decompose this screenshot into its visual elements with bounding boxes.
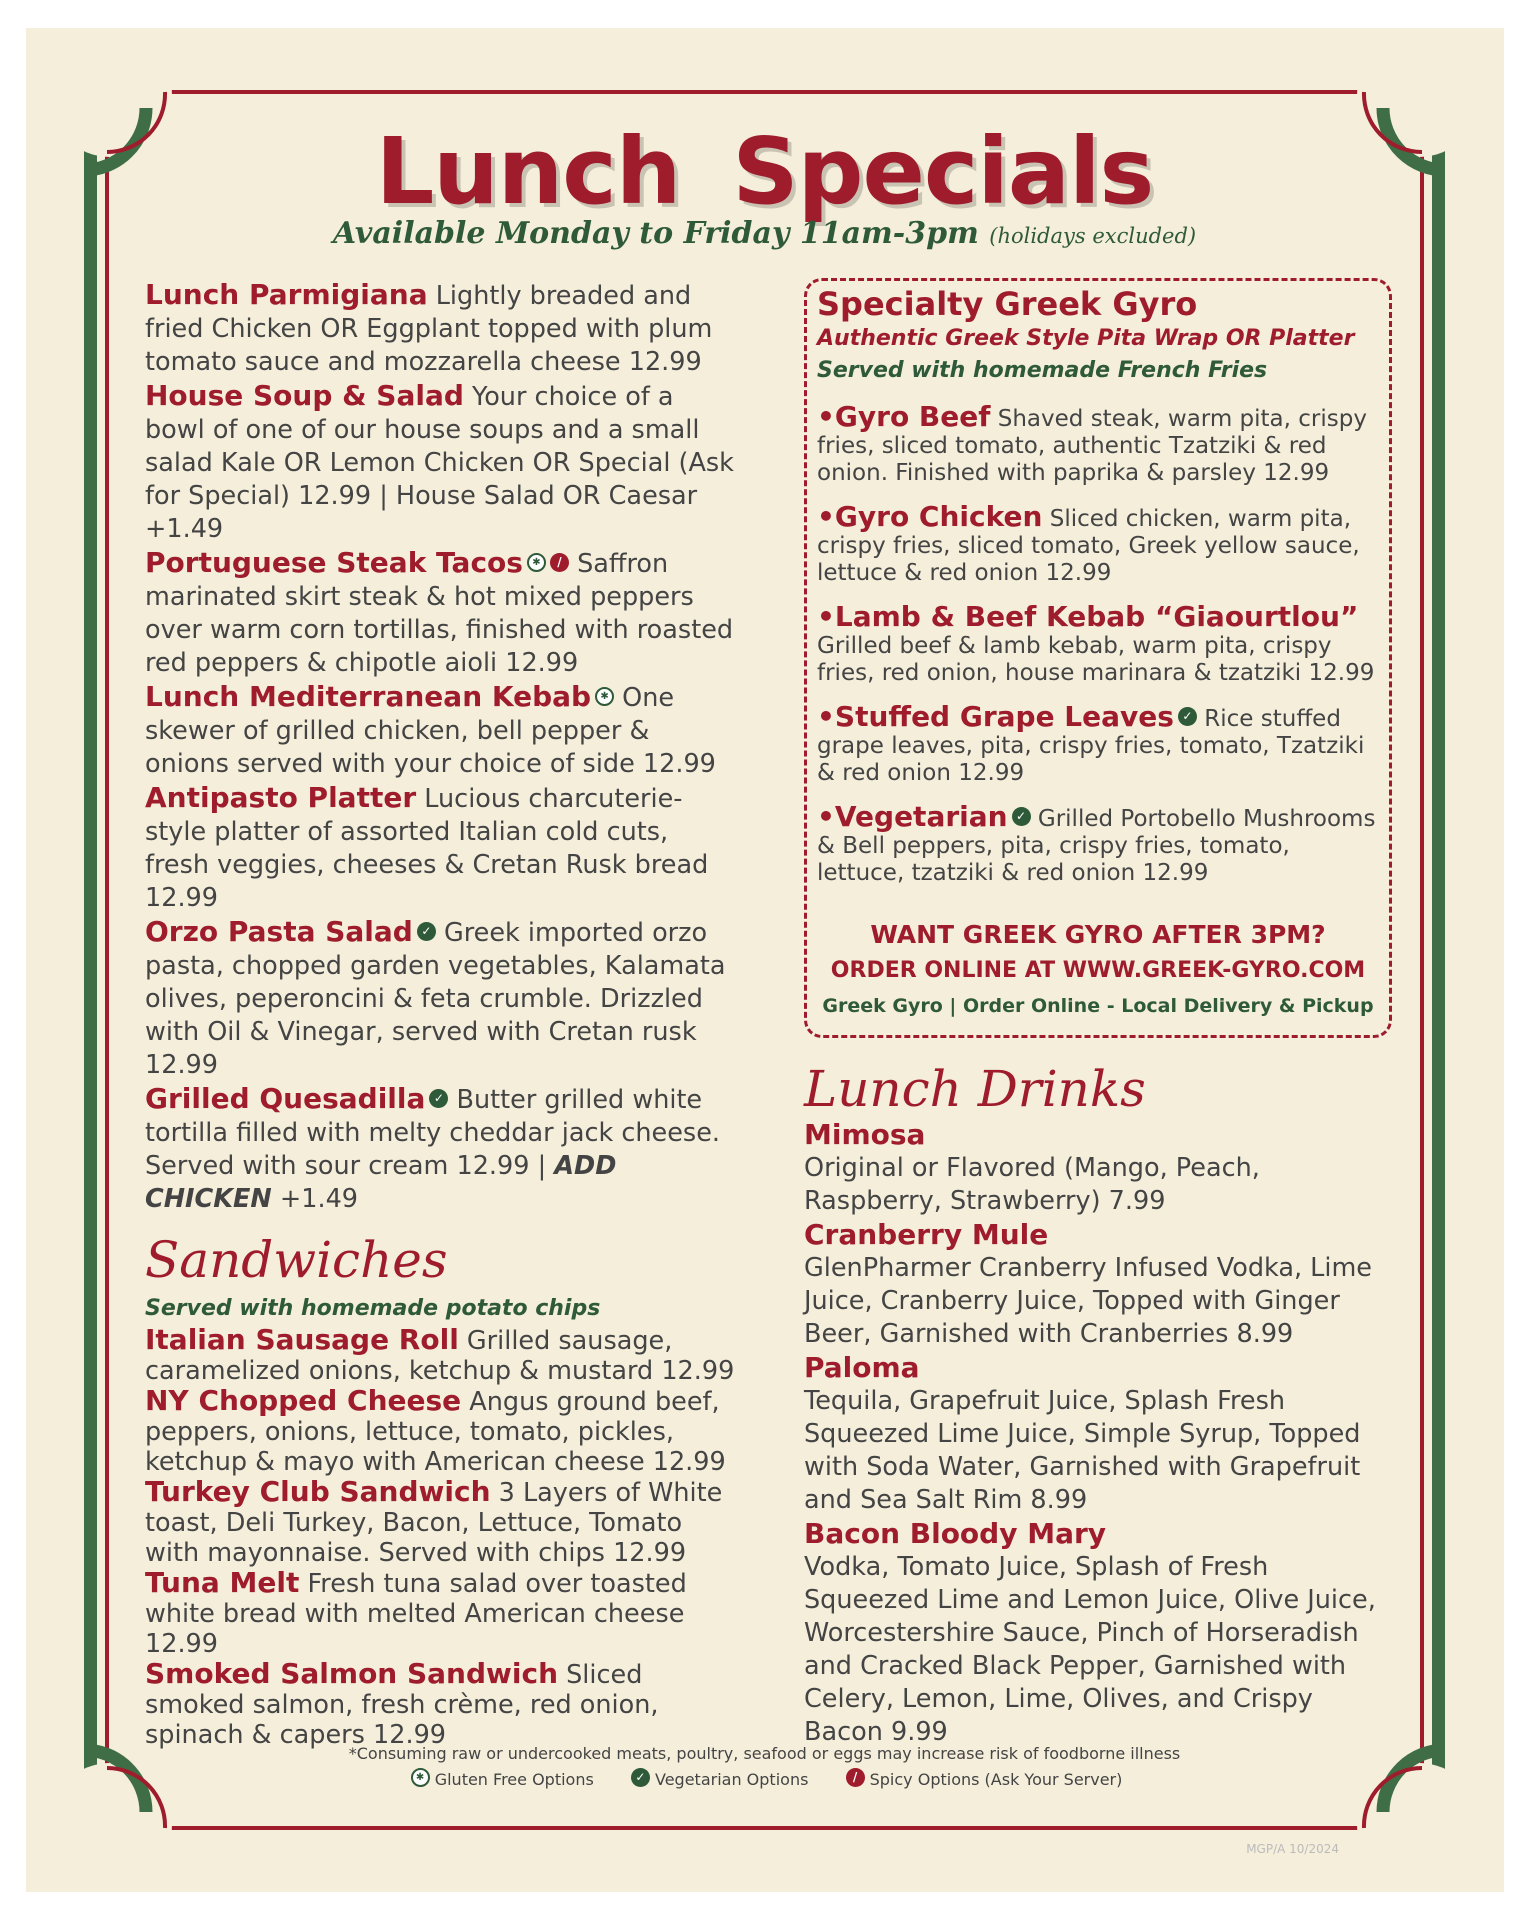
gyro-box (804, 278, 1392, 1038)
page-title: Lunch Specials (375, 118, 1154, 225)
menu-item: Portuguese Steak Tacos ✱ / Saffron marinated skirt steak & hot mixed peppers over warm corn tortillas, finished with roasted red peppers & chipotle aioli 12.99 (145, 546, 734, 678)
gyro-item: •Gyro Beef Shaved steak, warm pita, crispy fries, sliced tomato, authentic Tzatziki & red onion. Finished with paprika & parsley 12.99 (817, 400, 1367, 486)
menu-item: Grilled Quesadilla ✓ Butter grilled white tortilla filled with melty cheddar jack cheese. Served with sour cream 12.99 | ADD CHICKEN +1.49 (145, 1082, 720, 1214)
menu-item: Orzo Pasta Salad ✓ Greek imported orzo pasta, chopped garden vegetables, Kalamata olives, peperoncini & feta crumble. Drizzled with Oil & Vinegar, served with Cretan rusk 12.99 (145, 915, 726, 1080)
gyro-cta-note: Greek Gyro | Order Online - Local Delivery & Pickup (822, 995, 1374, 1017)
vegetarian-icon: ✓ (417, 922, 436, 941)
gluten-free-icon: ✱ (527, 553, 546, 572)
left-column (145, 278, 735, 1750)
gyro-item: •Stuffed Grape Leaves ✓ Rice stuffed grape leaves, pita, crispy fries, tomato, Tzatziki & red onion 12.99 (817, 700, 1365, 786)
vegetarian-icon: ✓ (1178, 707, 1197, 726)
gyro-cta-headline: WANT GREEK GYRO AFTER 3PM? (870, 920, 1326, 949)
gyro-subtitle: Authentic Greek Style Pita Wrap OR Platter (817, 326, 1355, 351)
dietary-legend: ✱ Gluten Free Options ✓ Vegetarian Options / Spicy Options (Ask Your Server) (0, 1770, 1529, 1790)
print-code: MGP/A 10/2024 (1246, 1842, 1339, 1856)
vegetarian-icon: ✓ (631, 1768, 650, 1787)
gyro-cta-url[interactable]: ORDER ONLINE AT WWW.GREEK-GYRO.COM (830, 958, 1366, 983)
drink-item: Bacon Bloody Mary Vodka, Tomato Juice, Splash of Fresh Squeezed Lime and Lemon Juice, Olive Juice, Worcestershire Sauce, Pinch of Horseradish and Cracked Black Pepper, Garnished with Celery, Lemon, Lime, Olives, and Crispy Bacon 9.99 (804, 1517, 1376, 1747)
availability-subtitle: Available Monday to Friday 11am-3pm (holidays excluded) (332, 216, 1197, 251)
add-on: ADD CHICKEN (145, 1151, 617, 1214)
menu-item: Tuna Melt Fresh tuna salad over toasted white bread with melted American cheese 12.99 (145, 1566, 687, 1659)
vegetarian-icon: ✓ (429, 1089, 448, 1108)
gyro-title: Specialty Greek Gyro (817, 285, 1198, 323)
gyro-order-online (817, 917, 1379, 1023)
menu-item: Smoked Salmon Sandwich Sliced smoked salmon, fresh crème, red onion, spinach & capers 12.99 (145, 1657, 659, 1750)
menu-item: Lunch Mediterranean Kebab ✱ One skewer of grilled chicken, bell pepper & onions served with your choice of side 12.99 (145, 680, 716, 779)
drink-item: Cranberry Mule GlenPharmer Cranberry Infused Vodka, Lime Juice, Cranberry Juice, Topped with Ginger Beer, Garnished with Cranberries 8.99 (804, 1218, 1372, 1349)
drinks-heading: Lunch Drinks (804, 1060, 1146, 1118)
menu-item: Italian Sausage Roll Grilled sausage, caramelized onions, ketchup & mustard 12.99 (145, 1323, 735, 1386)
holiday-note: (holidays excluded) (989, 224, 1197, 248)
food-safety-disclaimer: *Consuming raw or undercooked meats, poultry, seafood or eggs may increase risk of foodborne illness (348, 1744, 1181, 1763)
add-on-price: +1.49 (279, 1184, 359, 1214)
gluten-free-icon: ✱ (595, 687, 614, 706)
right-column (804, 278, 1396, 1749)
sandwiches-heading: Sandwiches (145, 1231, 448, 1289)
gyro-item: •Gyro Chicken Sliced chicken, warm pita, crispy fries, sliced tomato, Greek yellow sauce, lettuce & red onion 12.99 (817, 500, 1360, 586)
sandwiches-subheading: Served with homemade potato chips (145, 1296, 601, 1321)
vegetarian-icon: ✓ (1012, 807, 1031, 826)
menu-item: Turkey Club Sandwich 3 Layers of White toast, Deli Turkey, Bacon, Lettuce, Tomato with mayonnaise. Served with chips 12.99 (145, 1475, 723, 1568)
drink-item: Mimosa Original or Flavored (Mango, Peach, Raspberry, Strawberry) 7.99 (804, 1118, 1260, 1216)
gluten-free-icon: ✱ (411, 1768, 430, 1787)
menu-item: Antipasto Platter Lucious charcuterie-style platter of assorted Italian cold cuts, fresh veggies, cheeses & Cretan Rusk bread 12.99 (145, 781, 709, 913)
spicy-icon: / (846, 1768, 865, 1787)
menu-item: Lunch Parmigiana Lightly breaded and fried Chicken OR Eggplant topped with plum tomato sauce and mozzarella cheese 12.99 (145, 278, 713, 377)
spicy-icon: / (550, 553, 569, 572)
gyro-item: •Vegetarian ✓ Grilled Portobello Mushrooms & Bell peppers, pita, crispy fries, tomato, lettuce, tzatziki & red onion 12.99 (817, 800, 1376, 886)
gyro-item: •Lamb & Beef Kebab “Giaourtlou” Grilled beef & lamb kebab, warm pita, crispy fries, red onion, house marinara & tzatziki 12.99 (817, 600, 1375, 686)
drink-item: Paloma Tequila, Grapefruit Juice, Splash Fresh Squeezed Lime Juice, Simple Syrup, Topped with Soda Water, Garnished with Grapefruit and Sea Salt Rim 8.99 (804, 1351, 1361, 1515)
menu-item: NY Chopped Cheese Angus ground beef, peppers, onions, lettuce, tomato, pickles, ketchup & mayo with American cheese 12.99 (145, 1384, 726, 1477)
gyro-sides: Served with homemade French Fries (817, 358, 1268, 383)
menu-item: House Soup & Salad Your choice of a bowl of one of our house soups and a small salad Kale OR Lemon Chicken OR Special (Ask for Special) 12.99 | House Salad OR Caesar +1.49 (145, 379, 734, 544)
